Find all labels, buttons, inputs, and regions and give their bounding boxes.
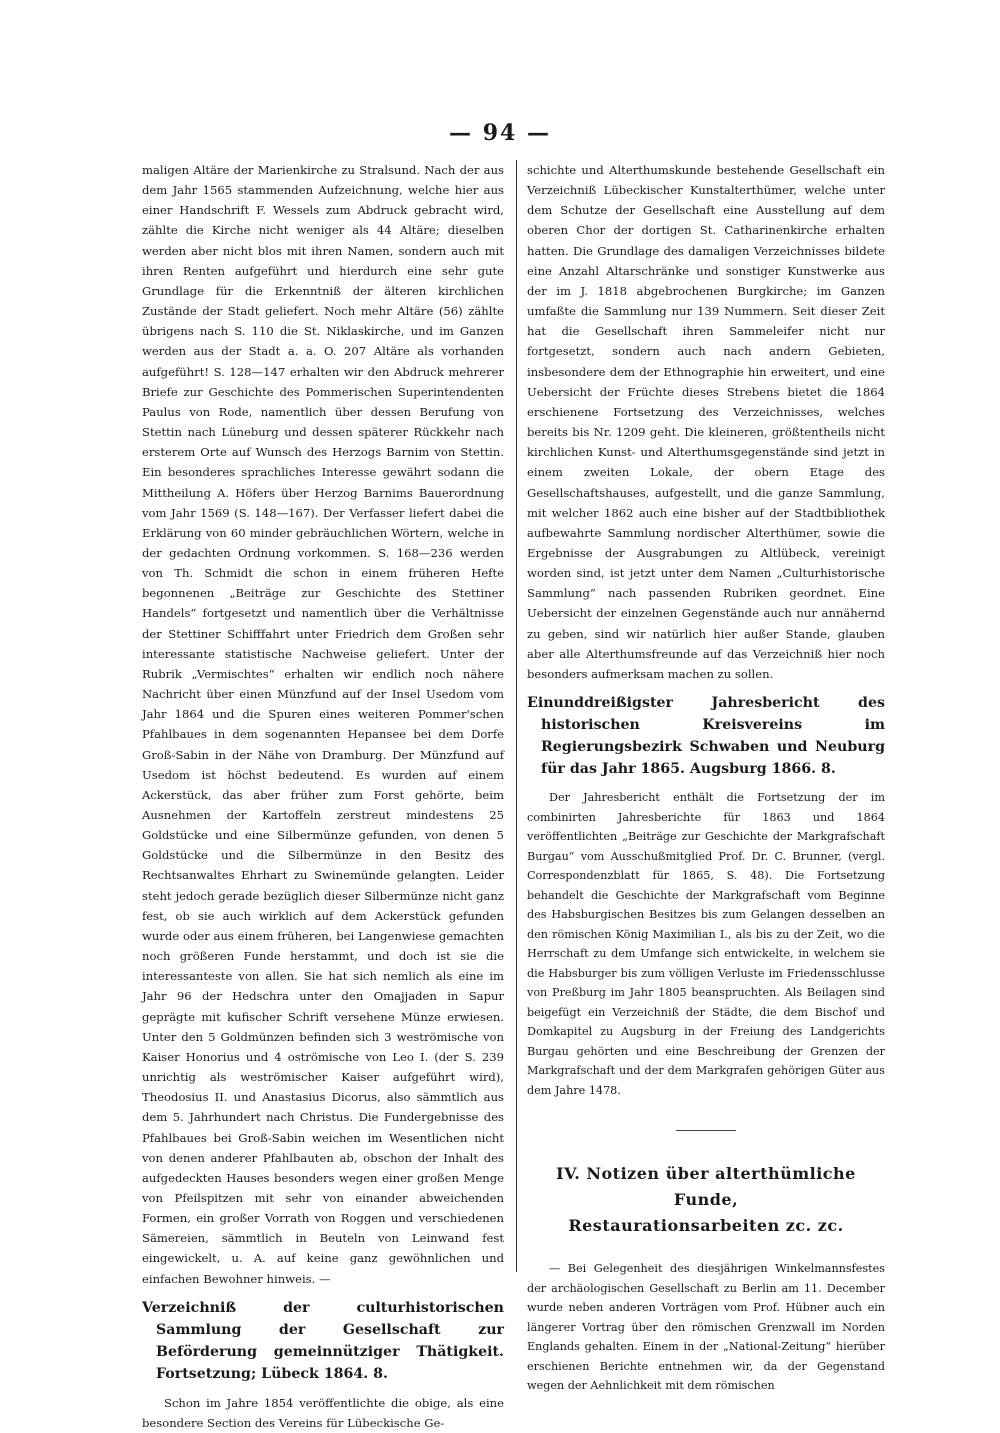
right-column [527,160,885,1396]
right-paragraph-1: schichte und Alterthumskunde bestehende Gesellschaft ein Verzeichniß Lübeckischer Kunstalterthümer, welche unter dem Schutze der Gesellschaft eine Ausstellung auf dem oberen Chor der dortigen St. Catharinenkirche erhalten hatten. Die Grundlage des damaligen Verzeichnisses bildete eine Anzahl Altarschränke und sonstiger Kunstwerke aus der im J. 1818 abgebrochenen Burgkirche; im Ganzen umfaßte die Sammlung nur 139 Nummern. Seit dieser Zeit hat die Gesellschaft ihren Sammeleifer nicht nur fortgesetzt, sondern auch nach andern Gebieten, insbesondere dem der Ethnographie hin erweitert, und eine Uebersicht der Früchte dieses Strebens bietet die 1864 erschienene Fortsetzung des Verzeichnisses, welches bereits bis Nr. 1209 geht. Die kleineren, größtentheils nicht kirchlichen Kunst- und Alterthumsgegenstände sind jetzt in einem zweiten Lokale, der obern Etage des Gesellschaftshauses, aufgestellt, und die ganze Sammlung, mit welcher 1862 auch eine bisher auf der Stadtbibliothek aufbewahrte Sammlung nordischer Alterthümer, sowie die Ergebnisse der Ausgrabungen zu Altlübeck, vereinigt worden sind, ist jetzt unter dem Namen „Culturhistorische Sammlung“ nach passenden Rubriken geordnet. Eine Uebersicht der einzelnen Gegenstände auch nur annähernd zu geben, sind wir natürlich hier außer Stande, glauben aber alle Alterthumsfreunde auf das Verzeichniß hier noch besonders aufmerksam machen zu sollen. [527,163,885,681]
section-title [527,1161,885,1239]
section-separator [676,1130,736,1131]
section-title-line-1: IV. Notizen über alterthümliche Funde, [556,1164,856,1210]
left-column [142,160,504,1433]
right-heading-text: Einunddreißigster Jahresbericht des historischen Kreisvereins im Regierungsbezirk Schwaben und Neuburg für das Jahr 1865. Augsburg 1866. 8. [527,695,885,778]
right-heading [527,692,885,780]
right-paragraph-2: Der Jahresbericht enthält die Fortsetzung der im combinirten Jahresberichte für 1863 und 1864 veröffentlichten „Beiträge zur Geschichte der Markgrafschaft Burgau“ vom Ausschußmitglied Prof. Dr. C. Brunner, (vergl. Correspondenzblatt für 1865, S. 48). Die Fortsetzung behandelt die Geschichte der Markgrafschaft vom Beginne des Habsburgischen Besitzes bis zum Gelangen desselben an den römischen König Maximilian I., als bis zu der Zeit, wo die Herrschaft zu dem Umfange sich entwickelte, in welchem sie die Habsburger bis zum völligen Verluste im Friedensschlusse von Preßburg im Jahr 1805 beanspruchten. Als Beilagen sind beigefügt ein Verzeichniß der Städte, die dem Bischof und Domkapitel zu Augsburg in der Freiung des Landgerichts Burgau gehörten und eine Beschreibung der Grenzen der Markgrafschaft und der dem Markgrafen gehörigen Güter aus dem Jahre 1478. [527,791,885,1097]
section-title-line-2: Restaurationsarbeiten zc. zc. [568,1216,844,1236]
left-heading [142,1297,504,1385]
left-paragraph-1: maligen Altäre der Marienkirche zu Stralsund. Nach der aus dem Jahr 1565 stammenden Aufzeichnung, welche hier aus einer Handschrift F. Wessels zum Abdruck gebracht wird, zählte die Kirche nicht weniger als 44 Altäre; dieselben werden aber nicht blos mit ihren Namen, sondern auch mit ihren Renten aufgeführt und hierdurch eine sehr gute Grundlage für die Erkenntniß der älteren kirchlichen Zustände der Stadt geliefert. Noch mehr Altäre (56) zählte übrigens nach S. 110 die St. Niklaskirche, und im Ganzen werden aus der Stadt a. a. O. 207 Altäre als vorhanden aufgeführt! S. 128—147 erhalten wir den Abdruck mehrerer Briefe zur Geschichte des Pommerischen Superintendenten Paulus von Rode, namentlich über dessen Berufung von Stettin nach Lüneburg und dessen späterer Rückkehr nach ersterem Orte auf Wunsch des Herzogs Barnim von Stettin. Ein besonderes sprachliches Interesse gewährt sodann die Mittheilung A. Höfers über Herzog Barnims Bauerordnung vom Jahr 1569 (S. 148—167). Der Verfasser liefert dabei die Erklärung von 60 minder gebräuchlichen Wörtern, welche in der gedachten Ordnung vorkommen. S. 168—236 werden von Th. Schmidt die schon in einem früheren Hefte begonnenen „Beiträge zur Geschichte des Stettiner Handels“ fortgesetzt und namentlich über die Verhältnisse der Stettiner Schifffahrt unter Friedrich dem Großen sehr interessante statistische Nachweise geliefert. Unter der Rubrik „Vermischtes“ erhalten wir endlich noch nähere Nachricht über einen Münzfund auf der Insel Usedom vom Jahr 1864 und die Spuren eines weiteren Pommer'schen Pfahlbaues in dem sogenannten Hepansee bei dem Dorfe Groß-Sabin in der Nähe von Dramburg. Der Münzfund auf Usedom ist höchst bedeutend. Es wurden auf einem Ackerstück, das aber früher zum Forst gehörte, beim Ausnehmen der Kartoffeln zerstreut mindestens 25 Goldstücke und eine Silbermünze gefunden, von denen 5 Goldstücke und die Silbermünze in den Besitz des Rechtsanwaltes Ehrhart zu Swinemünde gelangten. Leider steht jedoch gerade bezüglich dieser Silbermünze nicht ganz fest, ob sie auch wirklich auf dem Ackerstück gefunden wurde oder aus einem früheren, bei Langenwiese gemachten noch größeren Funde herstammt, und doch ist sie die interessanteste von allen. Sie hat sich nemlich als eine im Jahr 96 der Hedschra unter den Omajjaden in Sapur geprägte mit kufischer Schrift versehene Münze erwiesen. Unter den 5 Goldmünzen befinden sich 3 weströmische von Kaiser Honorius und 4 oströmische von Leo I. (der S. 239 unrichtig als weströmischer Kaiser aufgeführt wird), Theodosius II. und Anastasius Dicorus, also sämmtlich aus dem 5. Jahrhundert nach Christus. Die Fundergebnisse des Pfahlbaues bei Groß-Sabin weichen im Wesentlichen nicht von denen anderer Pfahlbauten ab, obschon der Inhalt des aufgedeckten Hauses besonders wegen einer großen Menge von Pfeilspitzen mit sehr von einander abweichenden Formen, ein großer Vorrath von Roggen und verschiedenen Sämereien, sämmtlich in Beuteln von Leinwand fest eingewickelt, u. A. auf keine ganz gewöhnlichen und einfachen Bewohner hinweis. — [142,163,504,1286]
column-divider [516,160,517,1272]
left-heading-text: Verzeichniß der culturhistorischen Sammlung der Gesellschaft zur Beförderung gemeinnütziger Thätigkeit. Fortsetzung; Lübeck 1864. 8. [142,1299,504,1382]
page-number: — 94 — [449,120,551,146]
right-paragraph-3: — Bei Gelegenheit des diesjährigen Winkelmannsfestes der archäologischen Gesellschaft zu Berlin am 11. December wurde neben anderen Vorträgen vom Prof. Hübner auch ein längerer Vortrag über den römischen Grenzwall im Norden Englands gehalten. Einem in der „National-Zeitung“ hierüber erschienen Berichte entnehmen wir, da der Gegenstand wegen der Aehnlichkeit mit dem römischen [527,1262,885,1393]
left-paragraph-2: Schon im Jahre 1854 veröffentlichte die obige, als eine besondere Section des Vereins für Lübeckische Ge- [142,1395,504,1430]
